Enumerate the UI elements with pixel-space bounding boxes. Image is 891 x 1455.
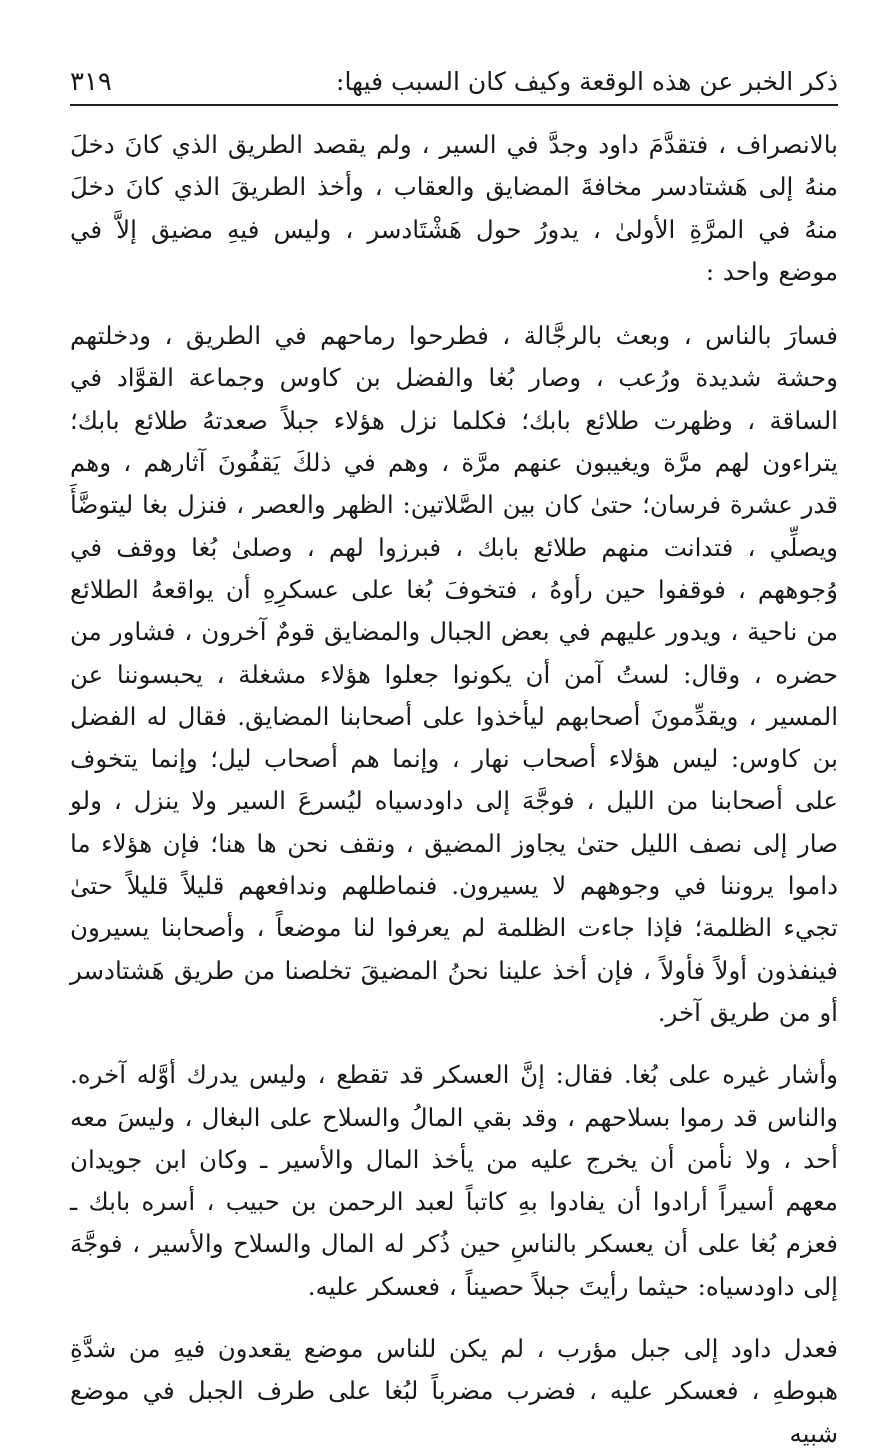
paragraph-2: فسارَ بالناس ، وبعث بالرجَّالة ، فطرحوا رماحهم في الطريق ، ودخلتهم وحشة شديدة ورُعب ، وصار بُغا والفضل بن كاوس وجماعة القوَّاد في الساقة ، وظهرت طلائع بابك؛ فكلما نزل هؤلاء جبلاً صعدتهُ طلائع بابك؛ يتراءون لهم مرَّة ويغيبون عنهم مرَّة ، وهم في ذلكَ يَقفُونَ آثارهم ، وهم قدر عشرة فرسان؛ حتىٰ كان بين الصَّلاتين: الظهر والعصر ، فنزل بغا ليتوضَّأَ ويصلِّي ، فتدانت منهم طلائع بابك ، فبرزوا لهم ، وصلىٰ بُغا ووقف في وُجوههم ، فوقفوا حين رأوهُ ، فتخوفَ بُغا على عسكرِهِ أن يواقعهُ الطلائع من ناحية ، ويدور عليهم في بعض الجبال والمضايق قومٌ آخرون ، فشاور من حضره ، وقال: لستُ آمن أن يكونوا جعلوا هؤلاء مشغلة ، يحبسوننا عن المسير ، ويقدِّمونَ أصحابهم ليأخذوا على أصحابنا المضايق. فقال له الفضل بن كاوس: ليس هؤلاء أصحاب نهار ، وإنما هم أصحاب ليل؛ وإنما يتخوف على أصحابنا من الليل ، فوجَّهَ إلى داودسياه ليُسرعَ السير ولا ينزل ، ولو صار إلى نصف الليل حتىٰ يجاوز المضيق ، ونقف نحن ها هنا؛ فإن هؤلاء ما داموا يروننا في وجوههم لا يسيرون. فنماطلهم وندافعهم قليلاً قليلاً حتىٰ تجيء الظلمة؛ فإذا جاءت الظلمة لم يعرفوا لنا موضعاً ، وأصحابنا يسيرون فينفذون أولاً فأولاً ، فإن أخذ علينا نحنُ المضيقَ تخلصنا من طريق هَشتادسر أو من طريق آخر. — [70, 321, 838, 1027]
header-title: ذكر الخبر عن هذه الوقعة وكيف كان السبب فيها: — [336, 67, 838, 96]
paragraph-4: فعدل داود إلى جبل مؤرب ، لم يكن للناس موضع يقعدون فيهِ من شدَّةِ هبوطهِ ، فعسكر عليه ، فضرب مضرباً لبُغا على طرف الجبل في موضع شبيه — [70, 1334, 838, 1448]
running-header — [70, 62, 838, 106]
page-number: ٣١٩ — [70, 67, 112, 97]
paragraph-3: وأشار غيره على بُغا. فقال: إنَّ العسكر قد تقطع ، وليس يدرك أوَّله آخره. والناس قد رموا بسلاحهم ، وقد بقي المالُ والسلاح على البغال ، وليسَ معه أحد ، ولا نأمن أن يخرج عليه من يأخذ المال والأسير ـ وكان ابن جويدان معهم أسيراً أرادوا أن يفادوا بهِ كاتباً لعبد الرحمن بن حبيب ، أسره بابك ـ فعزم بُغا على أن يعسكر بالناسِ حين ذُكر له المال والسلاح والأسير ، فوجَّهَ إلى داودسياه: حيثما رأيتَ جبلاً حصيناً ، فعسكر عليه. — [70, 1060, 838, 1301]
paragraph-1: بالانصراف ، فتقدَّمَ داود وجدَّ في السير ، ولم يقصد الطريق الذي كانَ دخلَ منهُ إلى هَشتادسر مخافةَ المضايق والعقاب ، وأخذ الطريقَ الذي كانَ دخلَ منهُ في المرَّةِ الأولىٰ ، يدورُ حول هَشْتَادسر ، وليس فيهِ مضيق إلاَّ في موضع واحد : — [70, 130, 838, 286]
page — [70, 62, 838, 1448]
